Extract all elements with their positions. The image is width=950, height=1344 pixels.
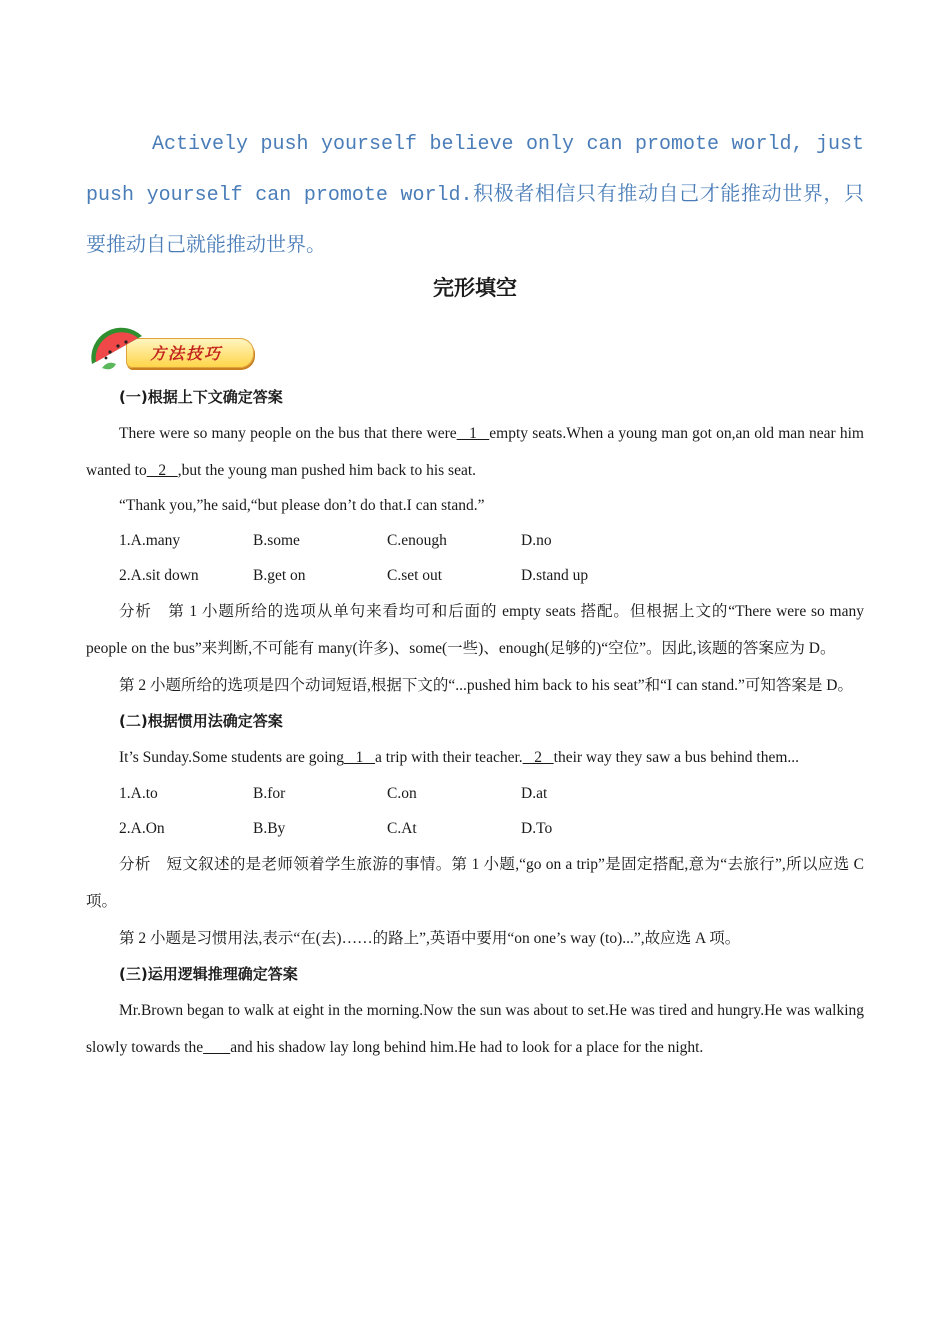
content [86,380,864,1066]
section1-passage: There were so many people on the bus that there were 1 empty seats.When a young man got on,an old man near him wanted to 2 ,but the young man pushed him back to his seat. [86,425,864,479]
section2-analysis-2: 第 2 小题是习惯用法,表示“在(去)……的路上”,英语中要用“on one’s way (to)...”,故应选 A 项。 [119,930,741,947]
method-badge [88,324,256,372]
section1-options-2: 2.A.sit down B.get on C.set out D.stand up [119,567,589,584]
blank-1: 1 [344,749,376,766]
blank-1: 1 [456,425,490,442]
section1-analysis-1: 分析 第 1 小题所给的选项从单句来看均可和后面的 empty seats 搭配。但根据上文的“There were so many people on the bus”来判断,不可能有 many(许多)、some(一些)、enough(足够的)“空位”。因此,该题的答案应为 D。 [86,603,864,657]
watermelon-icon [88,324,148,372]
section1-analysis-2: 第 2 小题所给的选项是四个动词短语,根据下文的“...pushed him back to his seat”和“I can stand.”可知答案是 D。 [119,677,854,694]
motto [86,120,864,271]
section2-heading: (二)根据惯用法确定答案 [119,712,283,730]
page-title: 完形填空 [433,276,517,300]
section2-options-1: 1.A.to B.for C.on D.at [119,785,548,802]
section1-heading: (一)根据上下文确定答案 [119,388,283,406]
blank-2: 2 [522,749,554,766]
motto-chinese: 积极者相信只有推动自己才能推动世界，只要推动自己就能推动世界。 [86,181,865,256]
section1-options-1: 1.A.many B.some C.enough D.no [119,532,552,549]
section2-analysis-1: 分析 短文叙述的是老师领着学生旅游的事情。第 1 小题,“go on a trip”是固定搭配,意为“去旅行”,所以应选 C 项。 [86,856,864,910]
section2-options-2: 2.A.On B.By C.At D.To [119,820,553,837]
blank-2: 2 [146,462,178,479]
badge-label: 方法技巧 [150,344,223,363]
blank [203,1039,230,1056]
motto-english: Actively push yourself believe only can promote world, just push yourself can promote world. [86,133,864,207]
section3-heading: (三)运用逻辑推理确定答案 [119,965,298,983]
section1-quote: “Thank you,”he said,“but please don’t do that.I can stand.” [119,497,485,514]
section2-passage: It’s Sunday.Some students are going 1 a trip with their teacher. 2 their way they saw a bus behind them... [119,749,799,766]
section3-passage: Mr.Brown began to walk at eight in the morning.Now the sun was about to set.He was tired and hungry.He was walking slowly towards the and his shadow lay long behind him.He had to look for a place for the night. [86,1002,864,1056]
